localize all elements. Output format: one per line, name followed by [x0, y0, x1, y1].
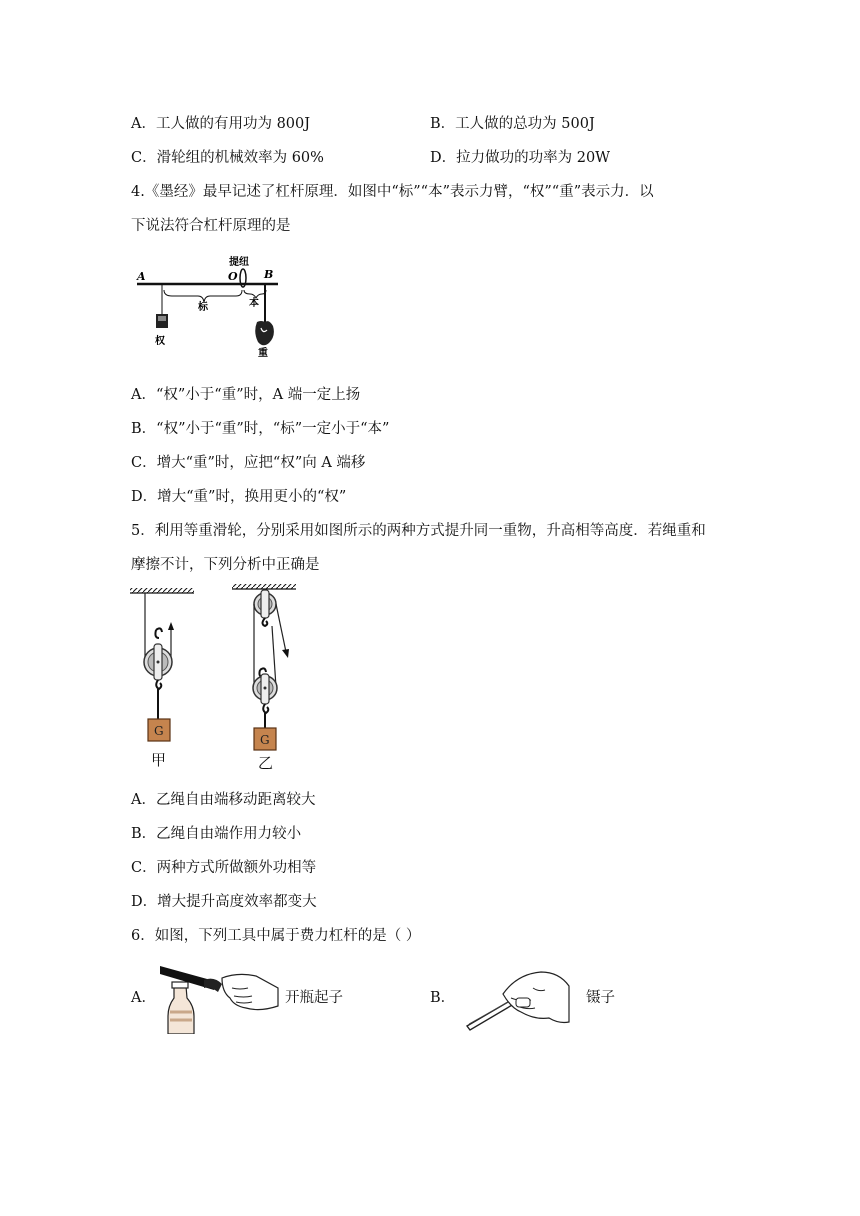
bottle-opener-image: [160, 958, 282, 1038]
weight-label-right: G: [260, 733, 270, 747]
q3-option-a: A．工人做的有用功为 800J: [131, 116, 311, 132]
q4-option-b: B．“权”小于“重”时，“标”一定小于“本”: [131, 421, 390, 437]
q5-option-c: C．两种方式所做额外功相等: [131, 860, 317, 876]
label-ben: 本: [249, 298, 259, 309]
q5-stem-line-2: 摩擦不计，下列分析中正确是: [131, 557, 320, 573]
weight-label-left: G: [154, 724, 164, 738]
q6-option-b-label: 镊子: [586, 990, 615, 1006]
q5-option-b: B．乙绳自由端作用力较小: [131, 826, 302, 842]
q4-stem-line-1: 4.《墨经》最早记述了杠杆原理．如图中“标”“本”表示力臂，“权”“重”表示力．以: [131, 184, 654, 200]
q5-stem-line-1: 5．利用等重滑轮，分别采用如图所示的两种方式提升同一重物，升高相等高度．若绳重和: [131, 523, 706, 539]
q4-option-c: C．增大“重”时，应把“权”向 A 端移: [131, 455, 366, 471]
label-zhong: 重: [258, 348, 268, 359]
caption-left: 甲: [151, 751, 167, 769]
q6-option-a-letter: A．: [131, 990, 156, 1006]
label-o: O: [228, 270, 238, 283]
q3-option-b: B．工人做的总功为 500J: [430, 116, 595, 132]
q6-stem: 6．如图，下列工具中属于费力杠杆的是（ ）: [131, 928, 421, 944]
q3-option-d: D．拉力做功的功率为 20W: [430, 150, 611, 166]
q5-option-a: A．乙绳自由端移动距离较大: [131, 792, 316, 808]
q4-option-a: A．“权”小于“重”时，A 端一定上扬: [131, 387, 361, 403]
q4-stem-line-2: 下说法符合杠杆原理的是: [131, 218, 291, 234]
label-quan: 权: [155, 336, 165, 347]
q5-option-d: D．增大提升高度效率都变大: [131, 894, 317, 910]
label-tiniu: 提纽: [229, 257, 249, 268]
tweezers-image: [463, 962, 573, 1038]
q4-lever-figure: [132, 250, 292, 366]
q6-option-b-letter: B．: [430, 990, 456, 1006]
caption-right: 乙: [258, 754, 274, 772]
label-a: A: [137, 270, 146, 283]
label-b: B: [264, 268, 274, 281]
q6-option-a-label: 开瓶起子: [285, 990, 343, 1006]
q5-pulley-figure: [128, 582, 313, 776]
q3-option-c: C．滑轮组的机械效率为 60%: [131, 150, 324, 166]
q4-option-d: D．增大“重”时，换用更小的“权”: [131, 489, 347, 505]
label-biao: 标: [198, 302, 208, 313]
